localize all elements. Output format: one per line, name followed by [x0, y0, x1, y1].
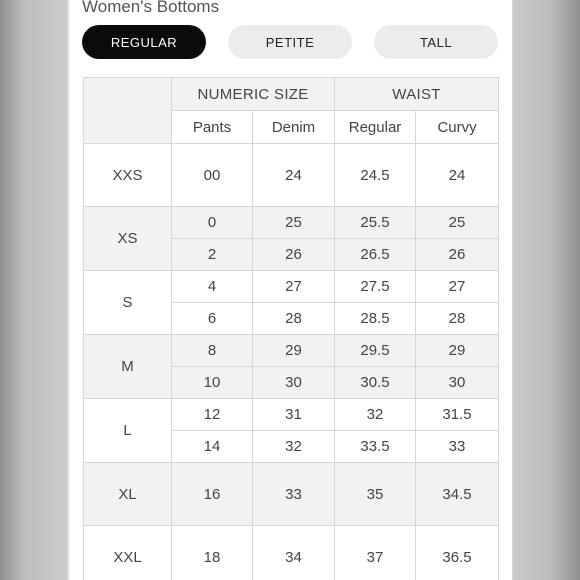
cell-waist-regular: 30.5 — [335, 367, 416, 399]
cell-denim: 28 — [253, 303, 335, 335]
cell-pants: 12 — [172, 399, 253, 431]
cell-pants: 4 — [172, 271, 253, 303]
size-label: XS — [84, 207, 172, 271]
cell-pants: 10 — [172, 367, 253, 399]
subheader-curvy: Curvy — [416, 111, 499, 144]
cell-pants: 14 — [172, 431, 253, 463]
cell-waist-curvy: 24 — [416, 144, 499, 207]
table-row — [84, 463, 499, 526]
cell-waist-curvy: 34.5 — [416, 463, 499, 526]
cell-denim: 26 — [253, 239, 335, 271]
cell-waist-regular: 35 — [335, 463, 416, 526]
table-row — [84, 335, 499, 367]
cell-pants: 18 — [172, 526, 253, 580]
size-label: XXS — [84, 144, 172, 207]
cell-denim: 25 — [253, 207, 335, 239]
cell-denim: 24 — [253, 144, 335, 207]
cell-waist-curvy: 30 — [416, 367, 499, 399]
header-waist: WAIST — [335, 78, 499, 111]
cell-waist-curvy: 26 — [416, 239, 499, 271]
cell-waist-curvy: 27 — [416, 271, 499, 303]
cell-waist-curvy: 28 — [416, 303, 499, 335]
table-row — [84, 207, 499, 239]
cell-pants: 0 — [172, 207, 253, 239]
cell-waist-curvy: 31.5 — [416, 399, 499, 431]
size-label: XL — [84, 463, 172, 526]
cell-waist-curvy: 36.5 — [416, 526, 499, 580]
header-numeric-size: NUMERIC SIZE — [172, 78, 335, 111]
size-label: M — [84, 335, 172, 399]
table-row — [84, 144, 499, 207]
cell-waist-curvy: 25 — [416, 207, 499, 239]
tab-tall[interactable]: TALL — [374, 25, 498, 59]
size-chart-card — [70, 0, 512, 580]
table-row — [84, 399, 499, 431]
cell-denim: 29 — [253, 335, 335, 367]
cell-pants: 8 — [172, 335, 253, 367]
subheader-pants: Pants — [172, 111, 253, 144]
page-title: Women's Bottoms — [82, 0, 220, 16]
cell-waist-regular: 28.5 — [335, 303, 416, 335]
cell-denim: 32 — [253, 431, 335, 463]
cell-denim: 34 — [253, 526, 335, 580]
cell-denim: 30 — [253, 367, 335, 399]
cell-denim: 31 — [253, 399, 335, 431]
tab-regular[interactable]: REGULAR — [82, 25, 206, 59]
cell-waist-curvy: 33 — [416, 431, 499, 463]
cell-waist-regular: 33.5 — [335, 431, 416, 463]
cell-waist-regular: 37 — [335, 526, 416, 580]
size-label: XXL — [84, 526, 172, 580]
table-row — [84, 271, 499, 303]
cell-pants: 2 — [172, 239, 253, 271]
fit-tabs — [82, 25, 512, 61]
cell-denim: 33 — [253, 463, 335, 526]
cell-waist-regular: 29.5 — [335, 335, 416, 367]
cell-denim: 27 — [253, 271, 335, 303]
size-label: S — [84, 271, 172, 335]
cell-pants: 00 — [172, 144, 253, 207]
tab-petite[interactable]: PETITE — [228, 25, 352, 59]
cell-waist-regular: 27.5 — [335, 271, 416, 303]
table-corner-cell — [84, 78, 172, 144]
size-table — [83, 77, 499, 580]
subheader-regular: Regular — [335, 111, 416, 144]
cell-waist-regular: 26.5 — [335, 239, 416, 271]
table-row — [84, 526, 499, 580]
cell-pants: 16 — [172, 463, 253, 526]
subheader-denim: Denim — [253, 111, 335, 144]
cell-waist-regular: 24.5 — [335, 144, 416, 207]
cell-waist-regular: 32 — [335, 399, 416, 431]
size-table-body — [84, 144, 499, 580]
cell-pants: 6 — [172, 303, 253, 335]
size-label: L — [84, 399, 172, 463]
cell-waist-curvy: 29 — [416, 335, 499, 367]
cell-waist-regular: 25.5 — [335, 207, 416, 239]
